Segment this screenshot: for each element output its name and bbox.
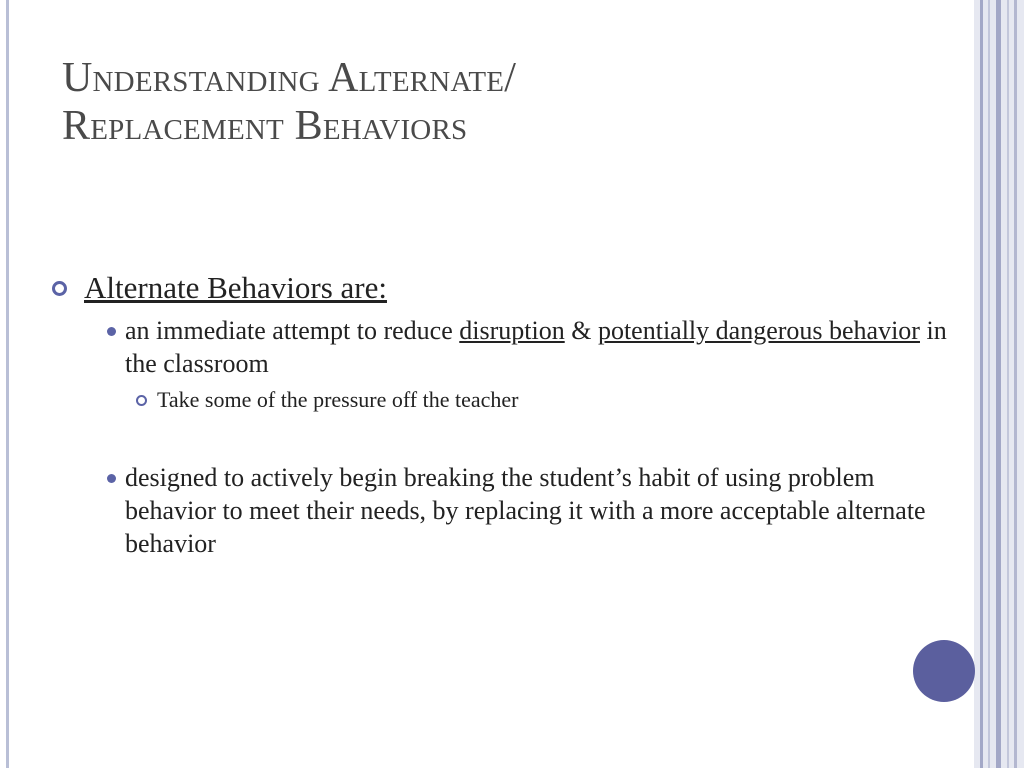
slide-title bbox=[62, 54, 922, 150]
decorative-circle bbox=[913, 640, 975, 702]
point1-text-c: in the classroom bbox=[125, 316, 947, 378]
stripe bbox=[988, 0, 990, 768]
sub-bullet bbox=[157, 385, 952, 415]
title-line-2: Replacement Behaviors bbox=[62, 103, 468, 149]
subpoint-text: Take some of the pressure off the teacher bbox=[157, 387, 519, 412]
point2-text: designed to actively begin breaking the student’s habit of using problem behavior to meet their needs, by replacing it with a more acceptable alternate behavior bbox=[125, 463, 926, 558]
dot-bullet-icon bbox=[107, 327, 116, 336]
bullet-level1 bbox=[62, 268, 952, 308]
stripe bbox=[1007, 0, 1009, 768]
point1-text-b: & bbox=[564, 316, 598, 345]
spacer bbox=[62, 415, 952, 461]
disruption-term: disruption bbox=[459, 316, 565, 345]
bullet-point-1 bbox=[125, 314, 952, 380]
bullet-point-2 bbox=[125, 461, 952, 560]
right-stripe-decoration bbox=[974, 0, 1024, 768]
dot-bullet-icon bbox=[107, 474, 116, 483]
title-line-1: Understanding Alternate/ bbox=[62, 55, 517, 101]
left-border-line bbox=[6, 0, 9, 768]
section-heading: Alternate Behaviors are: bbox=[84, 270, 387, 305]
dangerous-behavior-term: potentially dangerous behavior bbox=[597, 316, 920, 345]
stripe bbox=[1014, 0, 1017, 768]
point1-text-a: an immediate attempt to reduce bbox=[125, 316, 460, 345]
ring-bullet-icon bbox=[52, 281, 67, 296]
ring-bullet-icon bbox=[136, 395, 147, 406]
stripe bbox=[996, 0, 1001, 768]
stripe bbox=[980, 0, 983, 768]
slide-body bbox=[62, 268, 952, 560]
